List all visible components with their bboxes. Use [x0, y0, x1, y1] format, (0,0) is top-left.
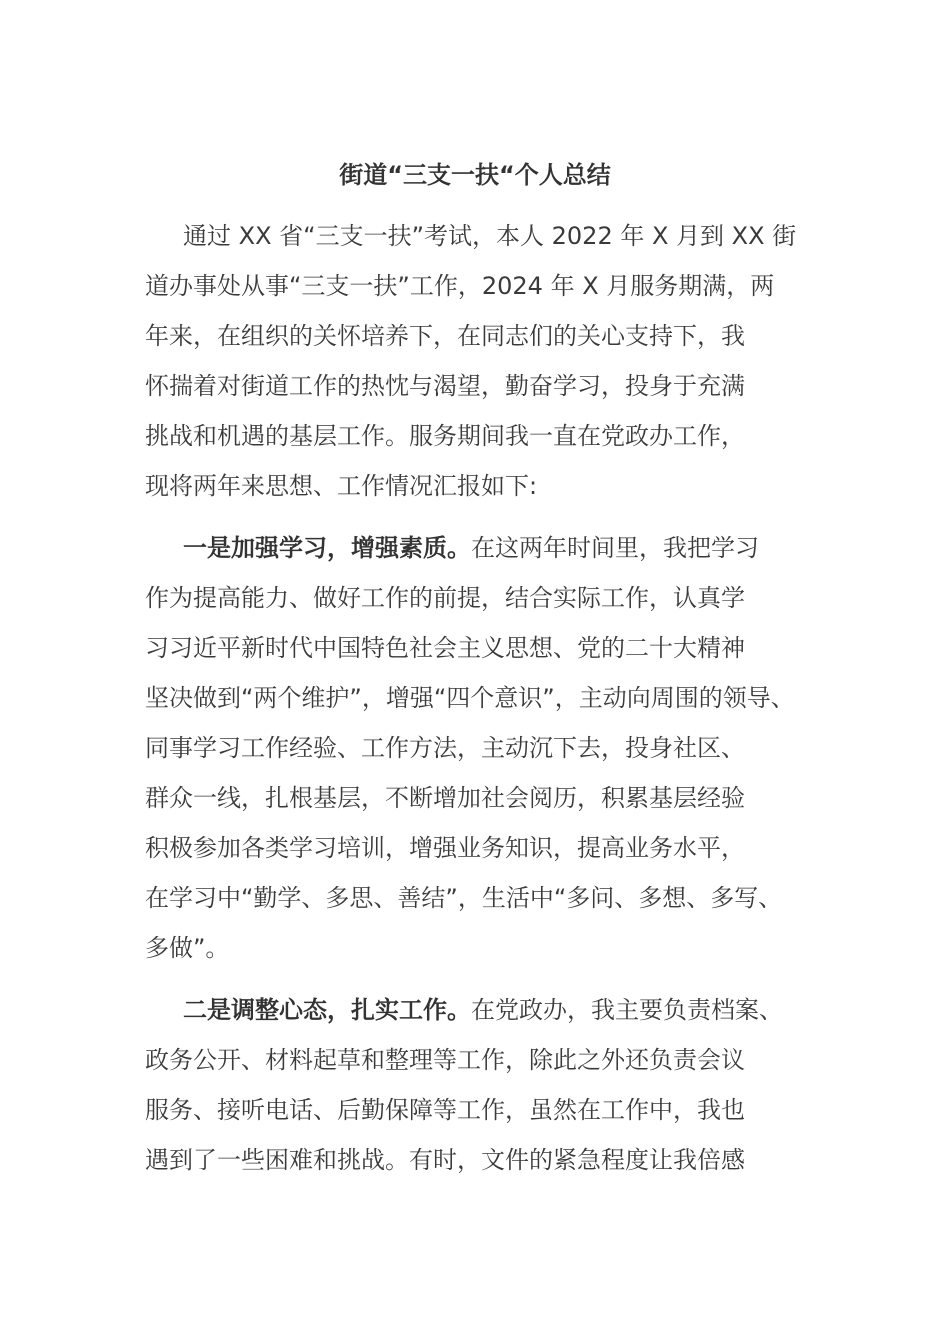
intro-line-2: 道办事处从事“三支一扶”工作，2024 年 X 月服务期满，两: [145, 272, 775, 300]
section1-line-2: 作为提高能力、做好工作的前提，结合实际工作，认真学: [145, 584, 745, 612]
section1-line-8: 在学习中“勤学、多思、善结”，生活中“多问、多想、多写、: [145, 884, 783, 912]
section1-first-line-text: 在这两年时间里，我把学习: [471, 534, 759, 562]
section2-first-line-text: 在党政办，我主要负责档案、: [471, 996, 783, 1024]
intro-line-6: 现将两年来思想、工作情况汇报如下:: [145, 472, 538, 500]
section2-line-4: 遇到了一些困难和挑战。有时，文件的紧急程度让我倍感: [145, 1146, 745, 1174]
intro-line-4: 怀揣着对街道工作的热忱与渴望，勤奋学习，投身于充满: [145, 372, 745, 400]
document-title: 街道“三支一扶“个人总结: [339, 161, 611, 189]
section1-first-line: [183, 528, 759, 568]
section1-line-5: 同事学习工作经验、工作方法，主动沉下去，投身社区、: [145, 734, 745, 762]
section2-line-2: 政务公开、材料起草和整理等工作，除此之外还负责会议: [145, 1046, 745, 1074]
section1-line-4: 坚决做到“两个维护”，增强“四个意识”，主动向周围的领导、: [145, 684, 795, 712]
intro-line-3: 年来，在组织的关怀培养下，在同志们的关心支持下，我: [145, 322, 745, 350]
section1-heading: 一是加强学习，增强素质。: [183, 534, 471, 562]
section1-line-3: 习习近平新时代中国特色社会主义思想、党的二十大精神: [145, 634, 745, 662]
section1-line-9: 多做”。: [145, 934, 230, 962]
intro-line-1: 通过 XX 省“三支一扶”考试，本人 2022 年 X 月到 XX 街: [183, 222, 797, 250]
section2-heading: 二是调整心态，扎实工作。: [183, 996, 471, 1024]
section1-line-6: 群众一线，扎根基层，不断增加社会阅历，积累基层经验: [145, 784, 745, 812]
intro-line-5: 挑战和机遇的基层工作。服务期间我一直在党政办工作，: [145, 422, 745, 450]
section2-first-line: [183, 990, 783, 1030]
section1-line-7: 积极参加各类学习培训，增强业务知识，提高业务水平，: [145, 834, 745, 862]
section2-line-3: 服务、接听电话、后勤保障等工作，虽然在工作中，我也: [145, 1096, 745, 1124]
